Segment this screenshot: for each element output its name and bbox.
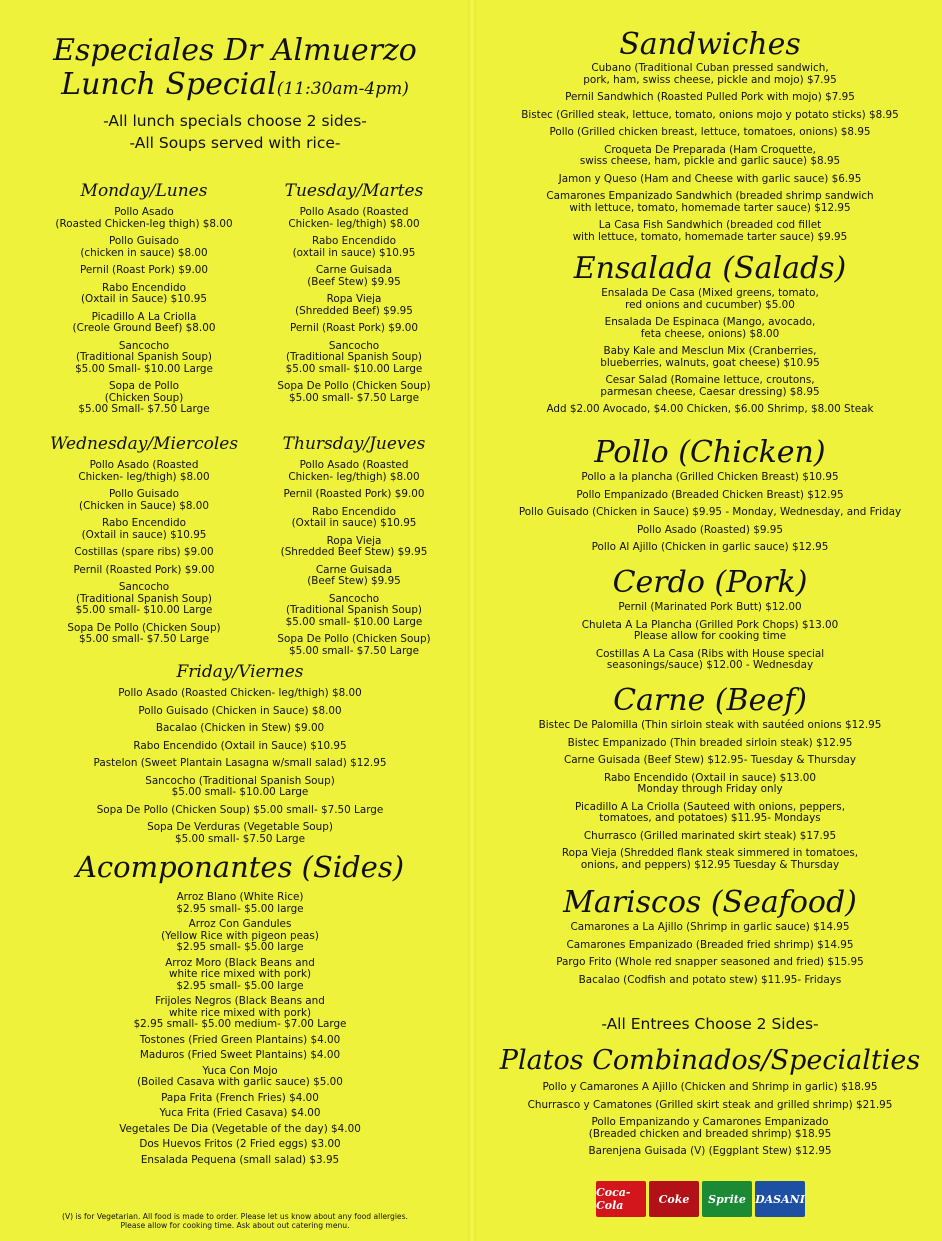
pork-heading: Cerdo (Pork) [612,565,808,600]
menu-item: Camarones a La Ajillo (Shrimp in garlic sauce) $14.95 [570,921,850,933]
menu-item: Churrasco y Camatones (Grilled skirt steak and grilled shrimp) $21.95 [527,1098,893,1111]
thursday-list [254,460,454,657]
menu-item: Jamon y Queso (Ham and Cheese with garlic sauce) $6.95 [558,172,862,185]
menu-item: Sopa De Pollo (Chicken Soup) $5.00 small- $7.50 Large [67,621,221,645]
sides-heading: Acomponantes (Sides) [75,850,405,884]
menu-item: Tostones (Fried Green Plantains) $4.00 [139,1033,341,1046]
entrees-note: -All Entrees Choose 2 Sides- [601,1015,819,1033]
thursday-heading: Thursday/Jueves [282,434,426,454]
menu-item: Bacalao (Codfish and potato stew) $11.95- Fridays [578,973,842,986]
monday-section [38,181,250,422]
menu-item: Bistec De Palomilla (Thin sirloin steak with sautéed onions $12.95 [538,719,882,731]
menu-item: Pernil (Roast Pork) $9.00 [289,322,418,334]
menu-item: Pollo a la plancha (Grilled Chicken Breast) $10.95 [581,471,839,483]
sprite-logo: Sprite [702,1181,752,1217]
menu-item: Maduros (Fried Sweet Plantains) $4.00 [139,1049,341,1061]
seafood-section [478,886,942,992]
menu-item: Sopa De Pollo (Chicken Soup) $5.00 small- $7.50 Large [277,380,431,404]
menu-item: Croqueta De Preparada (Ham Croquette, swiss cheese, ham, pickle and garlic sauce) $8.95 [579,143,841,167]
menu-item: Pollo Asado (Roasted Chicken- leg/thigh) $8.00 [288,459,420,483]
thursday-section [254,434,454,663]
menu-item: Sopa De Pollo (Chicken Soup) $5.00 small- $7.50 Large [96,803,384,816]
lunch-note-soups: -All Soups served with rice- [129,134,341,152]
menu-item: Camarones Empanizado (Breaded fried shrimp) $14.95 [566,938,854,951]
sides-section [20,850,460,1170]
menu-item: Rabo Encendido (Oxtail in sauce) $10.95 [81,517,207,541]
sandwiches-heading: Sandwiches [619,27,801,62]
lunch-title-text: Lunch Special [61,67,277,102]
lunch-title-line2 [0,68,470,106]
menu-item: Camarones Empanizado Sandwhich (breaded shrimp sandwich with lettuce, tomato, homemade tarter sauce) $12.95 [546,190,874,214]
sides-list [20,892,460,1166]
menu-item: Sopa de Pollo (Chicken Soup) $5.00 Small- $7.50 Large [78,380,210,415]
specialties-list [478,1082,942,1158]
seafood-heading: Mariscos (Seafood) [563,885,857,920]
menu-item: Ropa Vieja (Shredded flank steak simmered in tomatoes, onions, and peppers) $12.95 Tuesday & Thursday [561,847,859,871]
menu-item: Carne Guisada (Beef Stew) $12.95- Tuesday & Thursday [563,754,857,766]
menu-item: Pollo Asado (Roasted Chicken-leg thigh) $8.00 [55,206,233,230]
dasani-logo: DASANI [755,1181,805,1217]
monday-heading: Monday/Lunes [80,181,208,201]
menu-item: Baby Kale and Mesclun Mix (Cranberries, blueberries, walnuts, goat cheese) $10.95 [600,345,820,369]
friday-heading: Friday/Viernes [176,662,304,682]
menu-item: Vegetales De Dia (Vegetable of the day) $4.00 [119,1122,361,1135]
menu-item: Rabo Encendido (Oxtail in sauce) $13.00 Monday through Friday only [603,771,817,795]
beef-list [478,720,942,871]
menu-item: Churrasco (Grilled marinated skirt steak) $17.95 [583,829,837,842]
beverage-logos [596,1181,805,1217]
menu-item: Yuca Frita (Fried Casava) $4.00 [159,1107,321,1119]
menu-item: Pargo Frito (Whole red snapper seasoned and fried) $15.95 [556,956,864,968]
page-fold [468,0,476,1241]
wednesday-section [38,434,250,652]
menu-item: La Casa Fish Sandwhich (breaded cod fillet with lettuce, tomato, homemade tarter sauce) $9.95 [572,219,848,243]
menu-item: Pollo Guisado (chicken in sauce) $8.00 [80,235,208,259]
friday-list [20,688,460,845]
menu-item: Pollo Guisado (Chicken in Sauce) $9.95 - Monday, Wednesday, and Friday [518,506,902,518]
specialties-section [478,1044,942,1164]
menu-item: Arroz Moro (Black Beans and white rice mixed with pork) $2.95 small- $5.00 large [165,956,315,992]
tuesday-section [254,181,454,410]
lunch-title-line1: Especiales Dr Almuerzo [53,33,417,68]
menu-item: Ensalada Pequena (small salad) $3.95 [140,1153,340,1166]
menu-item: Ensalada De Espinaca (Mango, avocado, feta cheese, onions) $8.00 [604,316,816,340]
menu-item: Cubano (Traditional Cuban pressed sandwich, pork, ham, swiss cheese, pickle and mojo) $7.95 [583,62,837,86]
menu-item: Pollo Al Ajillo (Chicken in garlic sauce) $12.95 [591,541,829,553]
menu-item: Pollo Asado (Roasted) $9.95 [637,523,783,536]
footer-note: (V) is for Vegetarian. All food is made to order. Please let us know about any food allergies. Please allow for cooking time. Ask about out catering menu. [62,1212,408,1230]
diet-coke-logo: Coke [649,1181,699,1217]
wednesday-heading: Wednesday/Miercoles [49,434,239,454]
menu-item: Carne Guisada (Beef Stew) $9.95 [307,563,401,587]
lunch-note-sides: -All lunch specials choose 2 sides- [103,112,367,130]
menu-item: Dos Huevos Fritos (2 Fried eggs) $3.00 [139,1138,341,1150]
menu-item: Pernil (Roast Pork) $9.00 [79,264,208,276]
menu-item: Pollo Asado (Roasted Chicken- leg/thigh) $8.00 [78,459,210,483]
chicken-list [478,472,942,554]
menu-item: Pernil (Roasted Pork) $9.00 [283,488,425,500]
menu-item: Rabo Encendido (Oxtail in sauce) $10.95 [291,505,417,529]
chicken-heading: Pollo (Chicken) [594,435,826,470]
menu-item: Sopa De Pollo (Chicken Soup) $5.00 small- $7.50 Large [277,633,431,657]
menu-item: Frijoles Negros (Black Beans and white rice mixed with pork) $2.95 small- $5.00 medium- $7.00 Large [133,995,347,1030]
menu-item: Pollo Asado (Roasted Chicken- leg/thigh) $8.00 [118,687,362,699]
menu-item: Cesar Salad (Romaine lettuce, croutons, parmesan cheese, Caesar dressing) $8.95 [600,374,820,398]
menu-item: Costillas A La Casa (Ribs with House special seasonings/sauce) $12.00 - Wednesday [595,647,825,671]
pork-section [478,566,942,678]
salads-list [478,288,942,416]
pork-list [478,602,942,672]
wednesday-list [38,460,250,646]
menu-item: Ropa Vieja (Shredded Beef) $9.95 [295,293,413,317]
menu-item: Chuleta A La Plancha (Grilled Pork Chops) $13.00 Please allow for cooking time [581,618,839,642]
menu-item: Rabo Encendido (Oxtail in Sauce) $10.95 [80,281,208,305]
menu-item: Sancocho (Traditional Spanish Soup) $5.00 small- $10.00 Large [145,774,335,798]
menu-item: Picadillo A La Criolla (Sauteed with onions, peppers, tomatoes, and potatoes) $11.95- Mondays [574,800,846,824]
menu-item: Bacalao (Chicken in Stew) $9.00 [155,722,325,734]
menu-item: Pollo (Grilled chicken breast, lettuce, tomatoes, onions) $8.95 [549,126,871,138]
lunch-header [0,34,470,154]
menu-item: Sancocho (Traditional Spanish Soup) $5.00 small- $10.00 Large [285,592,423,628]
menu-item: Barenjena Guisada (V) (Eggplant Stew) $12.95 [588,1145,832,1157]
menu-item: Pollo Guisado (Chicken in Sauce) $8.00 [138,704,342,717]
beef-heading: Carne (Beef) [613,683,807,718]
menu-item: Ensalada De Casa (Mixed greens, tomato, red onions and cucumber) $5.00 [601,287,819,311]
menu-item: Pollo Empanizado (Breaded Chicken Breast) $12.95 [576,488,844,501]
menu-item: Pernil Sandwhich (Roasted Pulled Pork with mojo) $7.95 [565,91,855,103]
menu-item: Yuca Con Mojo (Boiled Casava with garlic sauce) $5.00 [137,1064,343,1088]
menu-item: Papa Frita (French Fries) $4.00 [161,1091,319,1104]
menu-item: Pernil (Marinated Pork Butt) $12.00 [618,601,802,613]
chicken-section [478,436,942,560]
salads-heading: Ensalada (Salads) [573,251,847,286]
tuesday-heading: Tuesday/Martes [284,181,424,201]
menu-item: Pernil (Roasted Pork) $9.00 [73,563,215,576]
lunch-hours: (11:30am-4pm) [276,79,409,99]
menu-item: Bistec Empanizado (Thin breaded sirloin steak) $12.95 [567,736,853,749]
friday-section [20,662,460,851]
menu-item: Rabo Encendido (Oxtail in Sauce) $10.95 [133,739,347,752]
menu-item: Pollo Asado (Roasted Chicken- leg/thigh) $8.00 [288,206,420,230]
menu-item: Pollo Guisado (Chicken in Sauce) $8.00 [79,488,209,512]
menu-item: Sancocho (Traditional Spanish Soup) $5.00 small- $10.00 Large [75,581,213,616]
tuesday-list [254,207,454,404]
specialties-heading: Platos Combinados/Specialties [499,1045,921,1076]
salads-section [478,252,942,422]
menu-item: Ropa Vieja (Shredded Beef Stew) $9.95 [280,534,428,558]
seafood-list [478,922,942,986]
beef-section [478,684,942,877]
menu-item: Rabo Encendido (oxtail in sauce) $10.95 [292,235,416,259]
menu-item: Costillas (spare ribs) $9.00 [74,546,214,558]
entrees-note-section [478,1013,942,1035]
sandwiches-section [478,28,942,249]
coca-cola-logo: Coca-Cola [596,1181,646,1217]
menu-item: Arroz Con Gandules (Yellow Rice with pigeon peas) $2.95 small- $5.00 large [161,918,319,953]
menu-item: Sancocho (Traditional Spanish Soup) $5.00 small- $10.00 Large [285,339,423,375]
monday-list [38,207,250,416]
menu-item: Pollo Empanizando y Camarones Empanizado (Breaded chicken and breaded shrimp) $18.95 [588,1116,832,1140]
sandwiches-list [478,63,942,243]
menu-item: Arroz Blano (White Rice) $2.95 small- $5.00 large [176,891,304,915]
menu-item: Pastelon (Sweet Plantain Lasagna w/small salad) $12.95 [93,757,387,769]
menu-item: Carne Guisada (Beef Stew) $9.95 [307,264,401,288]
menu-item: Pollo y Camarones A Ajillo (Chicken and Shrimp in garlic) $18.95 [542,1081,878,1093]
menu-item: Bistec (Grilled steak, lettuce, tomato, onions mojo y potato sticks) $8.95 [521,108,899,121]
menu-item: Picadillo A La Criolla (Creole Ground Beef) $8.00 [72,310,216,334]
menu-item: Sancocho (Traditional Spanish Soup) $5.00 Small- $10.00 Large [75,339,213,375]
menu-item: Add $2.00 Avocado, $4.00 Chicken, $6.00 Shrimp, $8.00 Steak [546,403,874,415]
menu-item: Sopa De Verduras (Vegetable Soup) $5.00 small- $7.50 Large [147,821,333,845]
